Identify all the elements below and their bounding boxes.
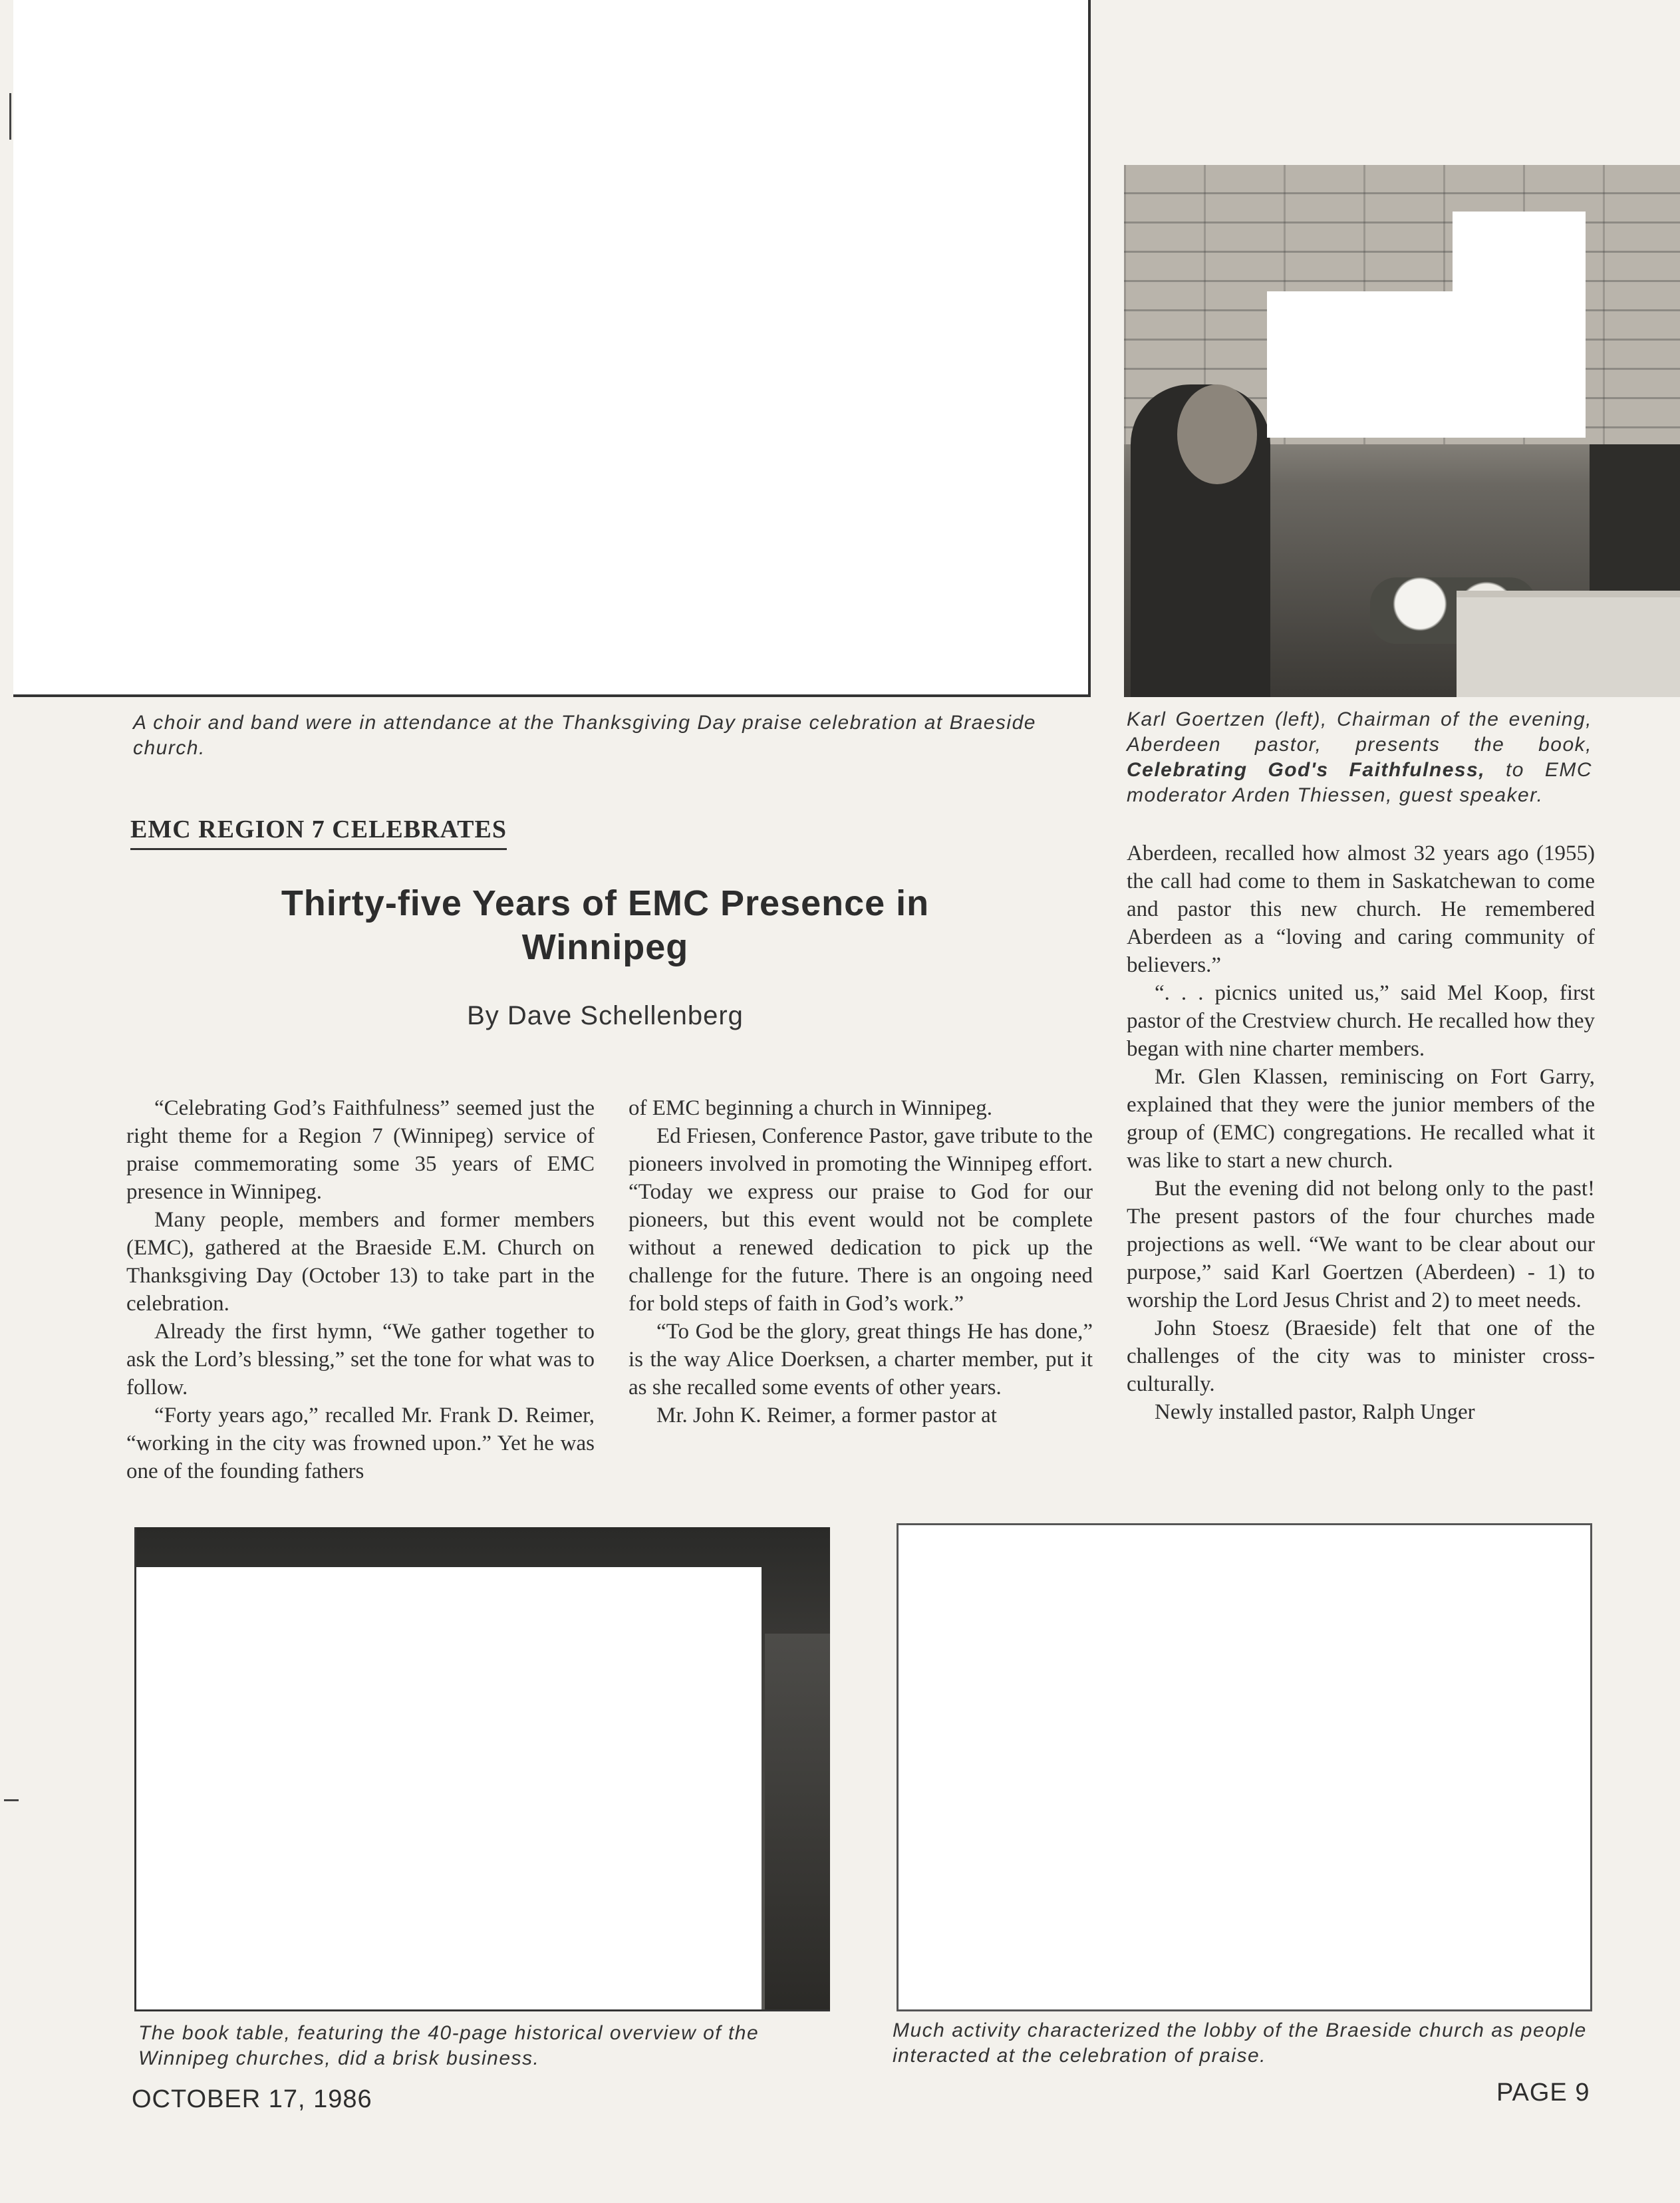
- karl-goertzen-head: [1177, 384, 1257, 484]
- article-column-1: [126, 1094, 595, 1485]
- karl-goertzen-photo: [1124, 165, 1680, 697]
- book-table-caption: The book table, featuring the 40-page historical overview of the Winnipeg churches, did a brisk business.: [138, 2022, 760, 2069]
- person-figure: [765, 1634, 830, 2011]
- article-headline: Thirty-five Years of EMC Presence in Winnipeg: [281, 883, 930, 967]
- book-title: Celebrating God's Faithfulness,: [1127, 759, 1486, 781]
- podium: [1457, 591, 1680, 697]
- issue-date: OCTOBER 17, 1986: [132, 2085, 372, 2113]
- paragraph: “To God be the glory, great things He has done,” is the way Alice Doerksen, a charter member, put it as she recalled some events of other years.: [629, 1320, 1093, 1399]
- paragraph: “Forty years ago,” recalled Mr. Frank D. Reimer, “working in the city was frowned upon.” Yet he was one of the founding fathers: [126, 1403, 595, 1483]
- lobby-caption: Much activity characterized the lobby of the Braeside church as people interacted at the celebration of praise.: [893, 2019, 1587, 2067]
- paragraph: John Stoesz (Braeside) felt that one of the challenges of the city was to minister cross-culturally.: [1127, 1316, 1595, 1396]
- paragraph: Mr. John K. Reimer, a former pastor at: [656, 1403, 997, 1427]
- article-column-3: [1127, 839, 1595, 1426]
- paragraph: But the evening did not belong only to the past! The present pastors of the four churches made projections as well. “We want to be clear about our purpose,” said Karl Goertzen (Aberdeen) - 1) to worship the Lord Jesus Christ and 2) to meet needs.: [1127, 1177, 1595, 1312]
- paragraph: Aberdeen, recalled how almost 32 years ago (1955) the call had come to them in Saskatchewan to come and pastor this new church. He remembered Aberdeen as a “loving and caring community of believers.”: [1127, 841, 1595, 977]
- article-column-2: [629, 1094, 1093, 1429]
- paragraph: “. . . picnics united us,” said Mel Koop, first pastor of the Crestview church. He recalled how they began with nine charter members.: [1127, 981, 1595, 1061]
- paragraph: Many people, members and former members (EMC), gathered at the Braeside E.M. Church on Thanksgiving Day (October 13) to take part in the celebration.: [126, 1208, 595, 1316]
- redaction-block: [1453, 212, 1586, 438]
- paragraph: Mr. Glen Klassen, reminiscing on Fort Garry, explained that they were the junior members of the group of (EMC) congregations. He recalled what it was like to start a new church.: [1127, 1065, 1595, 1173]
- paragraph: of EMC beginning a church in Winnipeg.: [629, 1096, 993, 1120]
- scan-mark: [9, 93, 11, 140]
- book-table-photo: [134, 1527, 830, 2011]
- karl-caption-text: Karl Goertzen (left), Chairman of the evening, Aberdeen pastor, presents the book,: [1127, 708, 1592, 756]
- karl-photo-caption: [1127, 707, 1592, 808]
- redaction-block: [136, 1567, 762, 2011]
- paragraph: Ed Friesen, Conference Pastor, gave tribute to the pioneers involved in promoting the Winnipeg effort. “Today we express our praise to God for our pioneers, but this event would not be complete without a renewed dedication to pick up the challenge for the future. There is an ongoing need for bold steps of faith in God’s work.”: [629, 1124, 1093, 1316]
- choir-photo: [13, 0, 1091, 697]
- paragraph: Already the first hymn, “We gather together to ask the Lord’s blessing,” set the tone for what was to follow.: [126, 1320, 595, 1399]
- redaction-block: [1267, 291, 1453, 438]
- paragraph: “Celebrating God’s Faithfulness” seemed just the right theme for a Region 7 (Winnipeg) service of praise commemorating some 35 years of EMC presence in Winnipeg.: [126, 1096, 595, 1204]
- section-kicker: EMC REGION 7 CELEBRATES: [130, 815, 507, 850]
- article-byline: By Dave Schellenberg: [467, 1001, 744, 1030]
- paragraph: Newly installed pastor, Ralph Unger: [1155, 1400, 1475, 1424]
- guest-speaker-figure: [1590, 444, 1680, 611]
- choir-photo-caption: A choir and band were in attendance at the Thanksgiving Day praise celebration at Braeside church.: [133, 712, 1036, 759]
- lobby-photo: [897, 1523, 1592, 2011]
- karl-caption-text-end: to EMC moderator Arden Thiessen, guest speaker.: [1127, 759, 1593, 806]
- scan-mark: [4, 1799, 19, 1801]
- page-number: PAGE 9: [1496, 2079, 1590, 2107]
